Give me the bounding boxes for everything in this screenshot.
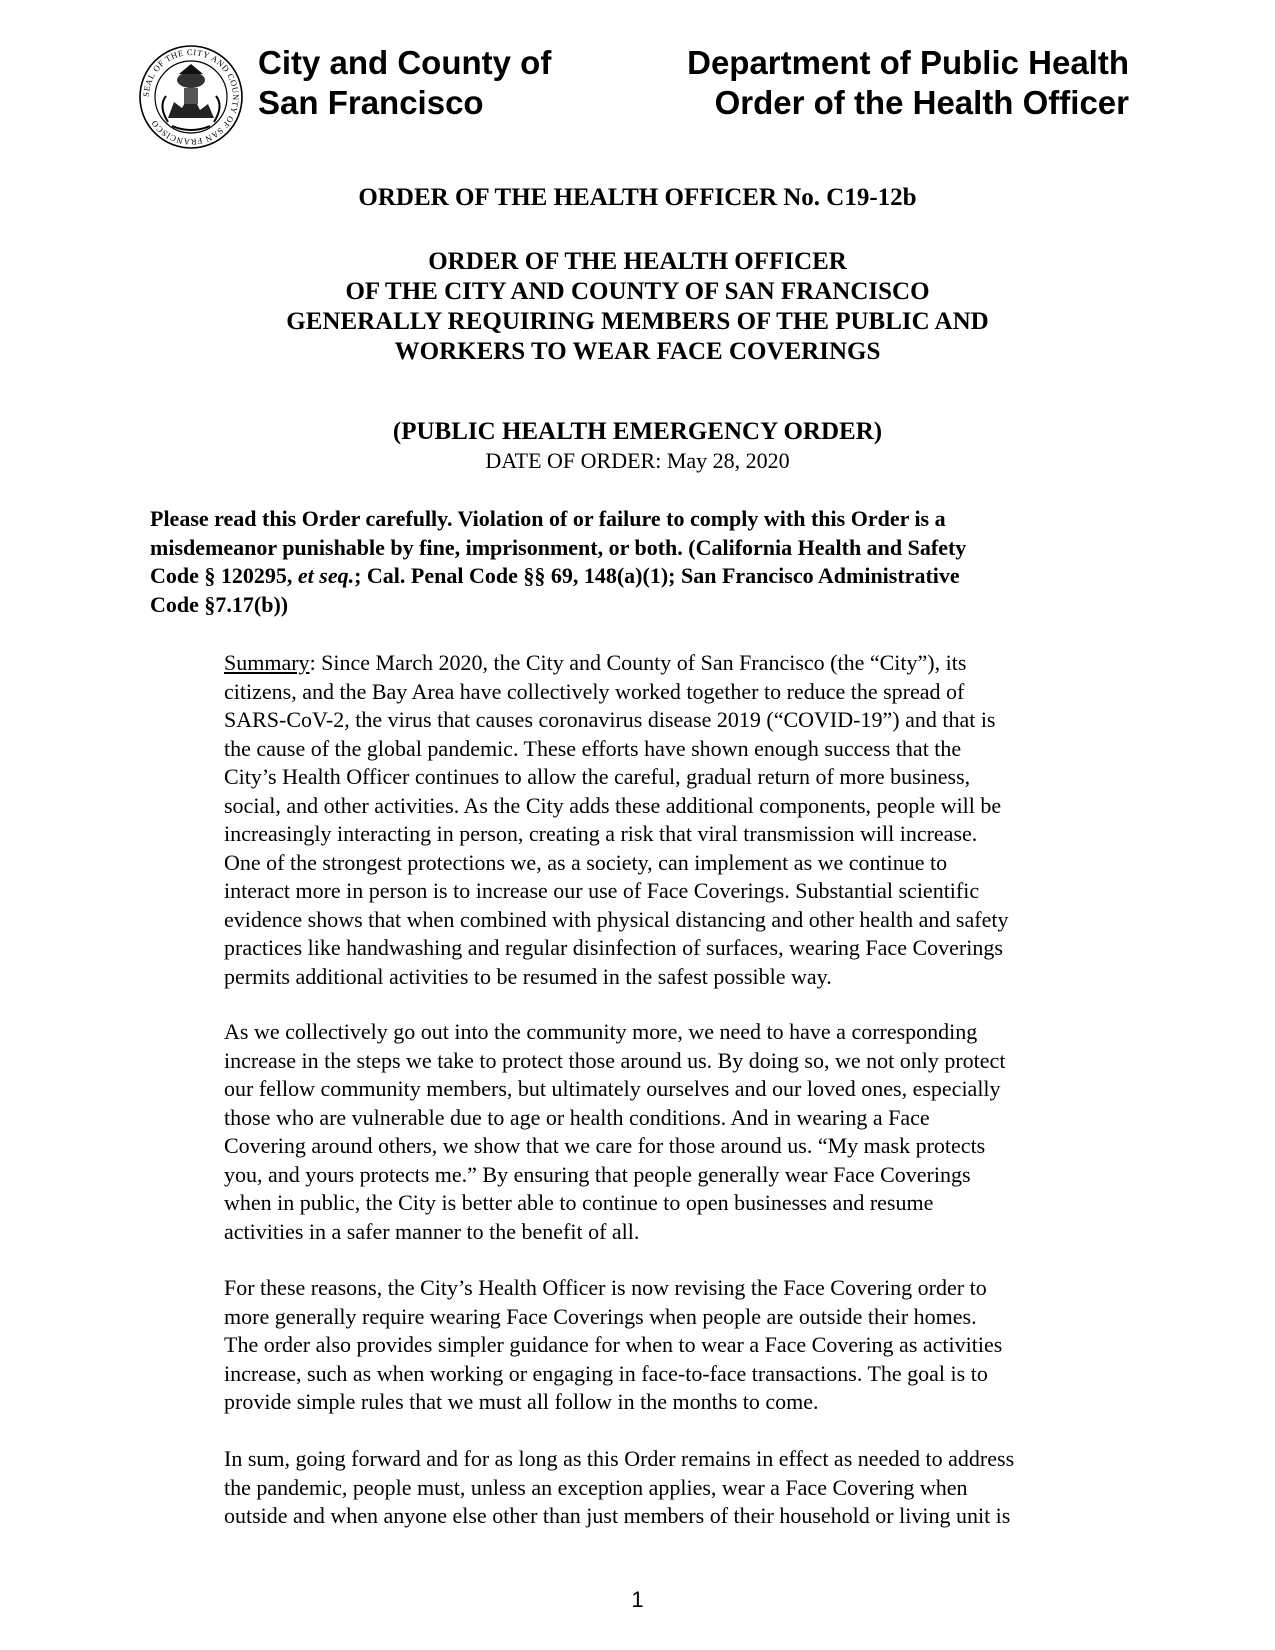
warning-line-part: ; Cal. Penal Code §§ 69, 148(a)(1); San Francisco Administrative xyxy=(354,563,960,588)
order-number: ORDER OF THE HEALTH OFFICER No. C19-12b xyxy=(358,184,917,211)
paragraph-line: our fellow community members, but ultimately ourselves and our loved ones, especially xyxy=(224,1076,1001,1101)
header-right-line-1: Department of Public Health xyxy=(687,44,1129,81)
paragraph-line: when in public, the City is better able to continue to open businesses and resume xyxy=(224,1190,934,1215)
paragraph-line: practices like handwashing and regular disinfection of surfaces, wearing Face Coverings xyxy=(224,935,1003,960)
et-seq-italic: et seq. xyxy=(297,563,355,588)
seal-text: SEAL OF THE CITY AND COUNTY OF SAN FRANCISCO xyxy=(140,46,242,148)
paragraph-line: SARS-CoV-2, the virus that causes coronavirus disease 2019 (“COVID-19”) and that is xyxy=(224,707,996,732)
title-line: ORDER OF THE HEALTH OFFICER xyxy=(428,248,847,275)
paragraph-line: One of the strongest protections we, as a society, can implement as we continue to xyxy=(224,849,948,875)
header-city-county xyxy=(258,43,551,123)
emergency-order-label: (PUBLIC HEALTH EMERGENCY ORDER) xyxy=(392,418,883,445)
paragraph-line: interact more in person is to increase our use of Face Coverings. Substantial scientific xyxy=(224,878,980,903)
paragraph-line: social, and other activities. As the City adds these additional components, people will be xyxy=(224,792,1002,818)
warning-line: Please read this Order carefully. Violation of or failure to comply with this Order is a xyxy=(150,506,946,531)
paragraph-line: evidence shows that when combined with physical distancing and other health and safety xyxy=(224,906,1009,932)
reasons-paragraph xyxy=(224,1274,1129,1417)
paragraph-line: the pandemic, people must, unless an exception applies, wear a Face Covering when xyxy=(224,1474,968,1500)
paragraph-line: The order also provides simpler guidance for when to wear a Face Covering as activities xyxy=(224,1332,1003,1357)
paragraph-line: you, and yours protects me.” By ensuring that people generally wear Face Coverings xyxy=(224,1161,971,1187)
violation-warning xyxy=(150,505,1150,619)
warning-line: Code §7.17(b)) xyxy=(150,591,289,617)
paragraph-line: In sum, going forward and for as long as this Order remains in effect as needed to address xyxy=(224,1446,1015,1471)
title-line: GENERALLY REQUIRING MEMBERS OF THE PUBLIC AND xyxy=(286,308,989,335)
city-seal-icon xyxy=(138,44,244,150)
paragraph-line: activities in a safer manner to the benefit of all. xyxy=(224,1218,640,1244)
paragraph-line: those who are vulnerable due to age or health conditions. And in wearing a Face xyxy=(224,1104,930,1130)
title-line: WORKERS TO WEAR FACE COVERINGS xyxy=(394,338,881,365)
paragraph-line: increasingly interacting in person, creating a risk that viral transmission will increase. xyxy=(224,821,978,846)
date-of-order: DATE OF ORDER: May 28, 2020 xyxy=(485,448,790,473)
paragraph-line: outside and when anyone else other than just members of their household or living unit is xyxy=(224,1503,1011,1528)
header-left-line-1: City and County of xyxy=(258,44,552,81)
summary-label: Summary xyxy=(224,650,310,675)
header-right-line-2: Order of the Health Officer xyxy=(714,84,1129,121)
paragraph-line: As we collectively go out into the community more, we need to have a corresponding xyxy=(224,1019,978,1044)
paragraph-line xyxy=(224,649,1129,678)
order-title xyxy=(0,247,1275,367)
page-number: 1 xyxy=(631,1587,644,1612)
paragraph-line: increase, such as when working or engaging in face-to-face transactions. The goal is to xyxy=(224,1360,988,1386)
summary-paragraph xyxy=(224,649,1129,991)
header-department xyxy=(687,43,1129,123)
paragraph-line: For these reasons, the City’s Health Officer is now revising the Face Covering order to xyxy=(224,1275,987,1300)
warning-line-part: Code § 120295, xyxy=(150,563,298,588)
warning-line xyxy=(150,562,1150,591)
summary-first-line: : Since March 2020, the City and County of San Francisco (the “City”), its xyxy=(309,650,967,675)
title-line: OF THE CITY AND COUNTY OF SAN FRANCISCO xyxy=(345,278,930,305)
warning-line: misdemeanor punishable by fine, imprisonment, or both. (California Health and Safety xyxy=(150,534,967,560)
community-paragraph xyxy=(224,1018,1129,1246)
paragraph-line: provide simple rules that we must all follow in the months to come. xyxy=(224,1389,819,1414)
paragraph-line: City’s Health Officer continues to allow the careful, gradual return of more business, xyxy=(224,764,971,789)
paragraph-line: the cause of the global pandemic. These efforts have shown enough success that the xyxy=(224,735,962,761)
paragraph-line: citizens, and the Bay Area have collectively worked together to reduce the spread of xyxy=(224,678,965,704)
paragraph-line: increase in the steps we take to protect those around us. By doing so, we not only protect xyxy=(224,1047,1006,1073)
in-sum-paragraph xyxy=(224,1445,1129,1531)
paragraph-line: Covering around others, we show that we care for those around us. “My mask protects xyxy=(224,1133,986,1158)
header-left-line-2: San Francisco xyxy=(258,84,484,121)
paragraph-line: more generally require wearing Face Coverings when people are outside their homes. xyxy=(224,1303,977,1329)
paragraph-line: permits additional activities to be resumed in the safest possible way. xyxy=(224,963,832,989)
